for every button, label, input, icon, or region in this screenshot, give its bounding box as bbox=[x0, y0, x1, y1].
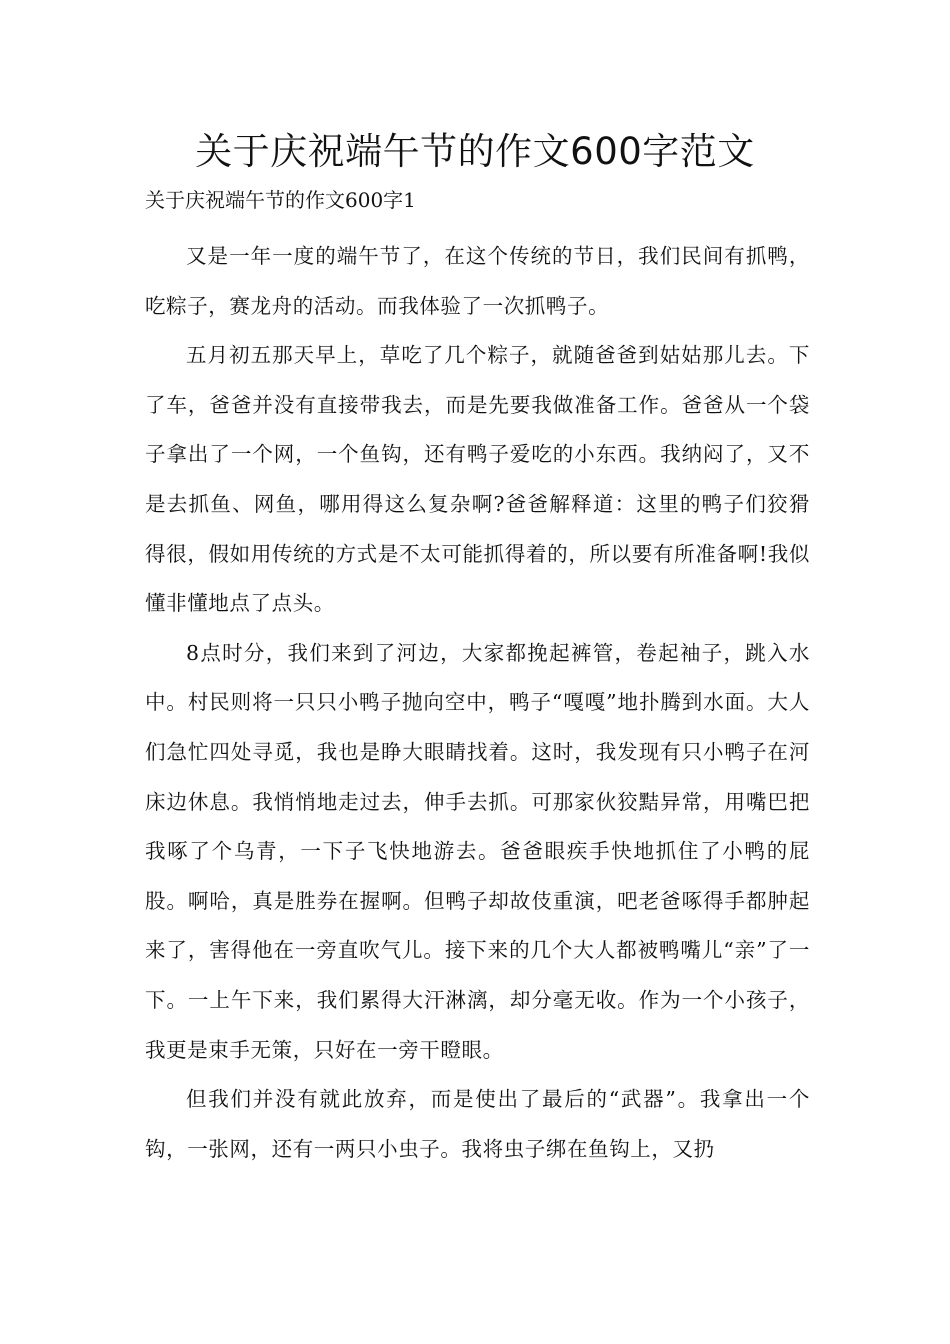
paragraph-2: 五月初五那天早上，草吃了几个粽子，就随爸爸到姑姑那儿去。下了车，爸爸并没有直接带我去，而是先要我做准备工作。爸爸从一个袋子拿出了一个网，一个鱼钩，还有鸭子爱吃的小东西。我纳闷了，又不是去抓鱼、网鱼，哪用得这么复杂啊?爸爸解释道：这里的鸭子们狡猾得很，假如用传统的方式是不太可能抓得着的，所以要有所准备啊!我似懂非懂地点了点头。 bbox=[145, 343, 810, 616]
essay-subtitle: 关于庆祝端午节的作文600字1 bbox=[145, 188, 416, 212]
paragraph-4: 但我们并没有就此放弃，而是使出了最后的“武器”。我拿出一个钩，一张网，还有一两只小虫子。我将虫子绑在鱼钩上，又扔 bbox=[145, 1087, 810, 1161]
paragraph-1: 又是一年一度的端午节了，在这个传统的节日，我们民间有抓鸭，吃粽子，赛龙舟的活动。而我体验了一次抓鸭子。 bbox=[145, 244, 810, 318]
document-title: 关于庆祝端午节的作文600字范文 bbox=[195, 130, 755, 173]
essay-body bbox=[145, 232, 810, 1174]
paragraph-3: 8点时分，我们来到了河边，大家都挽起裤管，卷起袖子，跳入水中。村民则将一只只小鸭子抛向空中，鸭子“嘎嘎”地扑腾到水面。大人们急忙四处寻觅，我也是睁大眼睛找着。这时，我发现有只小鸭子在河床边休息。我悄悄地走过去，伸手去抓。可那家伙狡黠异常，用嘴巴把我啄了个乌青，一下子飞快地游去。爸爸眼疾手快地抓住了小鸭的屁股。啊哈，真是胜券在握啊。但鸭子却故伎重演，吧老爸啄得手都肿起来了，害得他在一旁直吹气儿。接下来的几个大人都被鸭嘴儿“亲”了一下。一上午下来，我们累得大汗淋漓，却分毫无收。作为一个小孩子，我更是束手无策，只好在一旁干瞪眼。 bbox=[145, 640, 810, 1062]
